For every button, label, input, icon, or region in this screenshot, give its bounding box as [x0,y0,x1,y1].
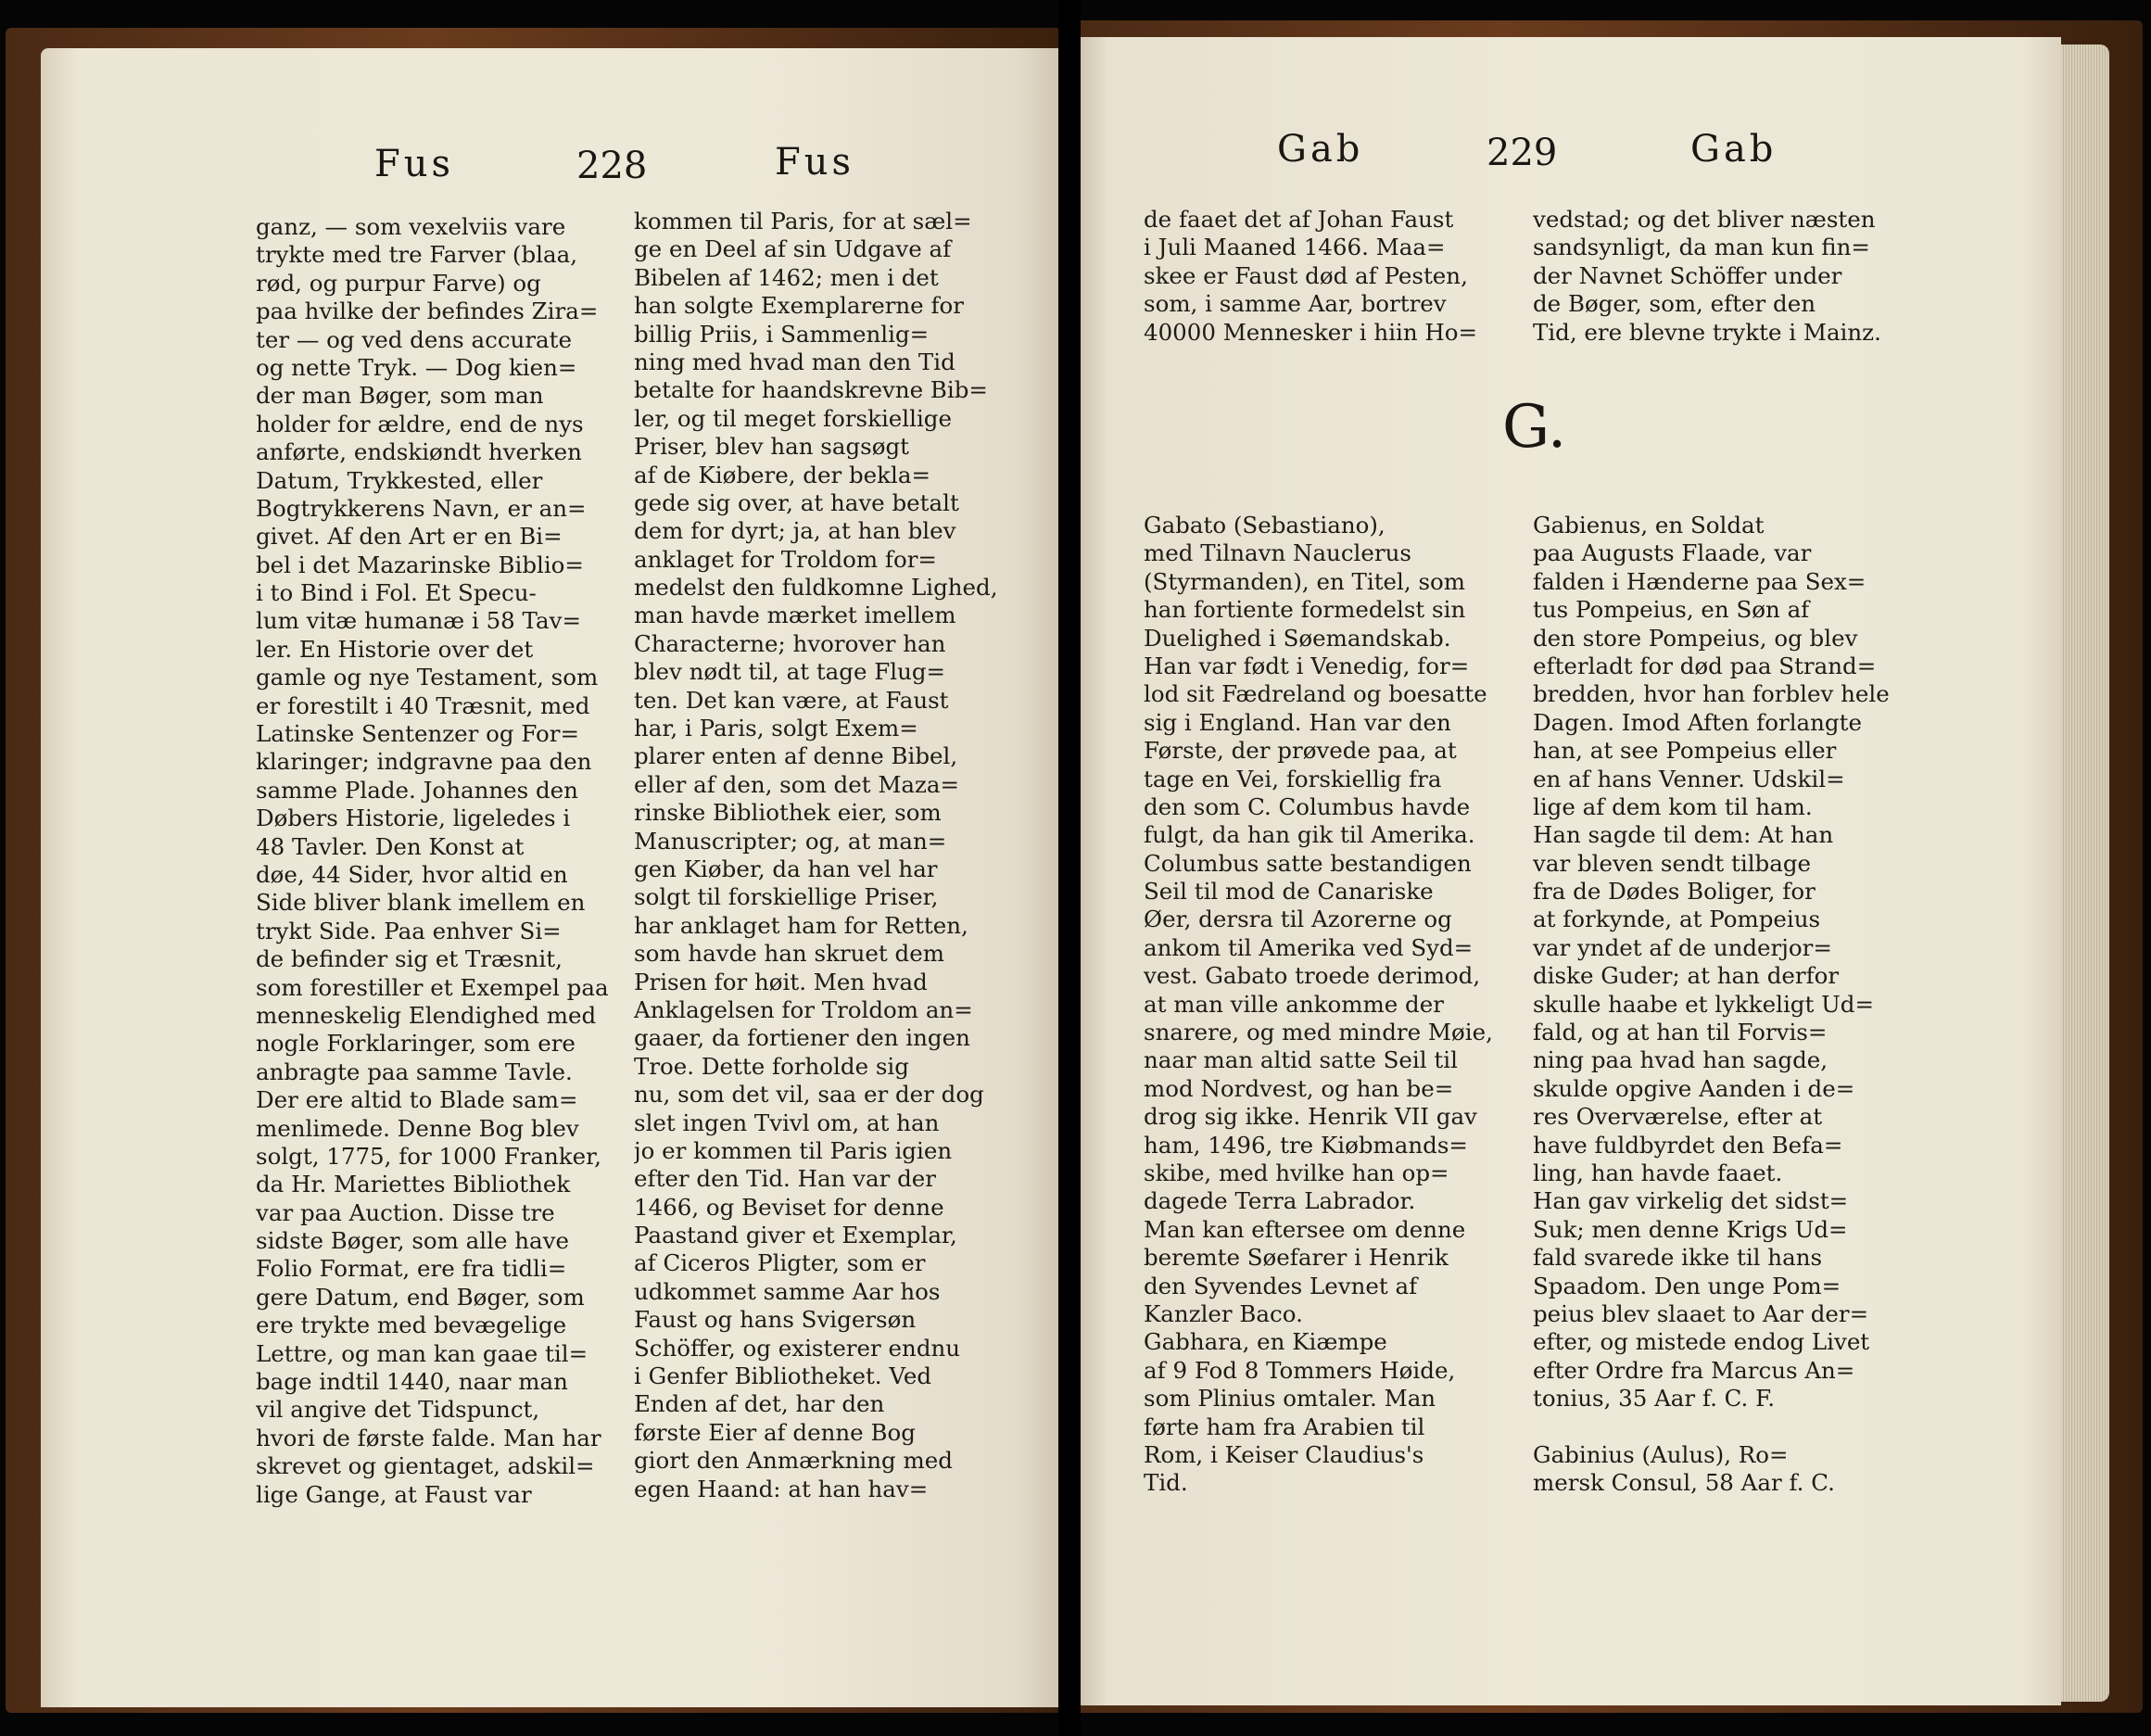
text-line: at man ville ankomme der [1144,990,1444,1018]
text-line: klaringer; indgravne paa den [256,748,592,776]
text-line: han, at see Pompeius eller [1533,737,1837,765]
text-line: Datum, Trykkested, eller [256,466,543,494]
text-line: Kanzler Baco. [1144,1299,1303,1327]
text-line: Side bliver blank imellem en [256,889,586,917]
text-line: ler, og til meget forskiellige [634,404,952,432]
right-column-2-top [1533,206,1927,354]
text-line: medelst den fuldkomne Lighed, [634,574,998,602]
text-line: skee er Faust død af Pesten, [1144,261,1468,289]
text-line: bel i det Mazarinske Biblio= [256,551,584,578]
text-line: mersk Consul, 58 Aar f. C. [1533,1469,1835,1497]
text-line: af 9 Fod 8 Tommers Høide, [1144,1356,1456,1384]
text-line: fulgt, da han gik til Amerika. [1144,821,1475,849]
left-header-right: Fus [775,141,855,184]
text-line: Tid. [1144,1469,1188,1497]
text-line: paa Augusts Flaade, var [1533,539,1812,567]
text-line: vest. Gabato troede derimod, [1144,962,1481,990]
text-line: er forestilt i 40 Træsnit, med [256,691,590,719]
text-line: han fortiente formedelst sin [1144,596,1466,624]
text-line: de Bøger, som, efter den [1533,290,1816,318]
text-line: sig i England. Han var den [1144,708,1451,736]
text-line: Gabhara, en Kiæmpe [1144,1328,1387,1356]
text-line: tage en Vei, forskiellig fra [1144,765,1442,792]
text-line: anklaget for Troldom for= [634,545,937,573]
text-line: har, i Paris, solgt Exem= [634,715,918,742]
text-line: 48 Tavler. Den Konst at [256,832,525,860]
left-column-2 [634,208,1040,1542]
text-line: skulde opgive Aanden i de= [1533,1074,1855,1102]
text-line: paa hvilke der befindes Zira= [256,298,599,325]
text-line: førte ham fra Arabien til [1144,1413,1425,1440]
text-line: drog sig ikke. Henrik VII gav [1144,1103,1477,1131]
left-header-left: Fus [374,143,455,185]
text-line: Døbers Historie, ligeledes i [256,805,571,832]
text-line: trykt Side. Paa enhver Si= [256,917,562,944]
text-line: Tid, ere blevne trykte i Mainz. [1533,318,1881,346]
text-line: den Syvendes Levnet af [1144,1272,1418,1299]
text-line: Faust og hans Svigersøn [634,1306,917,1334]
text-line: billig Priis, i Sammenlig= [634,320,930,348]
right-page-number: 229 [1487,132,1558,174]
text-line: og nette Tryk. — Dog kien= [256,353,577,381]
text-line: lige Gange, at Faust var [256,1480,532,1508]
text-line: res Overværelse, efter at [1533,1103,1823,1131]
text-line: solgt, 1775, for 1000 Franker, [256,1142,601,1170]
text-line: gede sig over, at have betalt [634,488,959,516]
text-line: efter Ordre fra Marcus An= [1533,1356,1855,1384]
text-line: solgt til forskiellige Priser, [634,883,939,911]
text-line: gen Kiøber, da han vel har [634,855,938,882]
text-line: efterladt for død paa Strand= [1533,652,1877,679]
text-line: ning paa hvad han sagde, [1533,1046,1828,1074]
text-line: Seil til mod de Canariske [1144,878,1434,906]
text-line: tonius, 35 Aar f. C. F. [1533,1385,1776,1413]
text-line: gamle og nye Testament, som [256,664,599,691]
text-line: nogle Forklaringer, som ere [256,1030,576,1058]
text-line: kommen til Paris, for at sæl= [634,208,972,234]
text-line: vil angive det Tidspunct, [256,1396,540,1424]
text-line: har anklaget ham for Retten, [634,911,968,939]
text-line: menlimede. Denne Bog blev [256,1114,579,1142]
text-line: sandsynligt, da man kun fin= [1533,234,1870,261]
text-line: da Hr. Mariettes Bibliothek [256,1171,571,1198]
text-line: blev nødt til, at tage Flug= [634,658,946,686]
text-line: slet ingen Tvivl om, at han [634,1109,940,1136]
text-line: den som C. Columbus havde [1144,792,1471,820]
text-line: anbragte paa samme Tavle. [256,1058,573,1085]
text-line: Bibelen af 1462; men i det [634,263,939,291]
text-line: gere Datum, end Bøger, som [256,1283,585,1311]
text-line: en af hans Venner. Udskil= [1533,765,1845,792]
text-line: falden i Hænderne paa Sex= [1533,567,1866,595]
text-line: Spaadom. Den unge Pom= [1533,1272,1841,1299]
text-line: ning med hvad man den Tid [634,348,955,375]
text-line: han solgte Exemplarerne for [634,292,965,320]
section-letter: G. [1502,393,1567,462]
text-line: af Ciceros Pligter, som er [634,1249,926,1277]
text-line: (Styrmanden), en Titel, som [1144,567,1466,595]
text-line: Schöffer, og existerer endnu [634,1334,961,1362]
right-column-1-bottom [1144,512,1524,1531]
text-line: Han var født i Venedig, for= [1144,652,1470,679]
text-line: Columbus satte bestandigen [1144,849,1472,877]
text-line: skibe, med hvilke han op= [1144,1159,1449,1186]
text-line: rød, og purpur Farve) og [256,269,541,297]
text-line: Priser, blev han sagsøgt [634,433,910,461]
text-line: i to Bind i Fol. Et Specu- [256,579,537,607]
text-line: skulle haabe et lykkeligt Ud= [1533,990,1874,1018]
right-column-1-top [1144,206,1524,354]
text-line: ere trykte med bevægelige [256,1312,567,1339]
page-edges [2061,44,2109,1702]
text-line: giort den Anmærkning med [634,1447,953,1475]
text-line: ganz, — som vexelviis vare [256,213,566,240]
text-line: den store Pompeius, og blev [1533,624,1858,652]
text-line: plarer enten af denne Bibel, [634,742,958,770]
text-line: lod sit Fædreland og boesatte [1144,680,1487,708]
text-line: Rom, i Keiser Claudius's [1144,1440,1424,1468]
text-line: ten. Det kan være, at Faust [634,686,949,714]
text-line: hvori de første falde. Man har [256,1424,601,1451]
text-line: ler. En Historie over det [256,635,534,663]
text-line: første Eier af denne Bog [634,1418,916,1446]
text-line: lige af dem kom til ham. [1533,792,1813,820]
text-line: Lettre, og man kan gaae til= [256,1339,588,1367]
text-line: nu, som det vil, saa er der dog [634,1081,984,1109]
text-line: var bleven sendt tilbage [1533,849,1812,877]
text-line: mod Nordvest, og han be= [1144,1074,1454,1102]
text-line: menneskelig Elendighed med [256,1001,597,1029]
text-line: sidste Bøger, som alle have [256,1227,569,1255]
text-line: Enden af det, har den [634,1390,885,1418]
text-line: peius blev slaaet to Aar der= [1533,1299,1869,1327]
right-header-right: Gab [1690,128,1778,171]
text-line: som Plinius omtaler. Man [1144,1385,1436,1413]
text-line: af de Kiøbere, der bekla= [634,461,930,488]
text-line: Prisen for høit. Men hvad [634,968,928,995]
text-line: dem for dyrt; ja, at han blev [634,517,956,545]
text-line: de befinder sig et Træsnit, [256,945,563,973]
text-line: ter — og ved dens accurate [256,325,572,353]
text-line: Folio Format, ere fra tidli= [256,1255,567,1283]
text-line: holder for ældre, end de nys [256,410,584,437]
text-line: jo er kommen til Paris igien [634,1136,953,1164]
text-line: lum vitæ humanæ i 58 Tav= [256,607,581,635]
text-line: som, i samme Aar, bortrev [1144,290,1447,318]
text-line: Han sagde til dem: At han [1533,821,1834,849]
left-page [41,48,1058,1707]
text-line: givet. Af den Art er en Bi= [256,523,563,551]
right-column-2-bottom [1533,512,1927,1531]
text-line: ge en Deel af sin Udgave af [634,235,952,263]
text-line: Første, der prøvede paa, at [1144,737,1457,765]
text-line: Gabato (Sebastiano), [1144,512,1385,539]
text-line: skrevet og gientaget, adskil= [256,1452,595,1480]
text-line: de faaet det af Johan Faust [1144,206,1454,233]
text-line: der Navnet Schöffer under [1533,261,1842,289]
text-line: fald, og at han til Forvis= [1533,1019,1828,1046]
text-line: var paa Auction. Disse tre [256,1198,555,1226]
text-line: Gabienus, en Soldat [1533,512,1765,539]
text-line: ankom til Amerika ved Syd= [1144,933,1474,961]
right-header-left: Gab [1277,128,1364,171]
text-line: man havde mærket imellem [634,602,956,629]
text-line: som havde han skruet dem [634,940,944,968]
text-line: fald svarede ikke til hans [1533,1244,1823,1272]
text-line: betalte for haandskrevne Bib= [634,376,988,404]
text-line: beremte Søefarer i Henrik [1144,1244,1449,1272]
left-column-1 [256,213,656,1548]
text-line: egen Haand: at han hav= [634,1475,929,1502]
text-line [1533,1413,1927,1441]
text-line: snarere, og med mindre Møie, [1144,1019,1493,1046]
text-line: som forestiller et Exempel paa [256,973,609,1001]
text-line: bredden, hvor han forblev hele [1533,680,1890,708]
text-line: Han gav virkelig det sidst= [1533,1187,1849,1215]
text-line: Duelighed i Søemandskab. [1144,624,1451,652]
text-line: diske Guder; at han derfor [1533,962,1840,990]
text-line: dagede Terra Labrador. [1144,1187,1416,1215]
text-line: ling, han havde faaet. [1533,1159,1783,1186]
text-line: Bogtrykkerens Navn, er an= [256,494,587,522]
text-line: Paastand giver et Exemplar, [634,1222,957,1249]
text-line: eller af den, som det Maza= [634,770,960,798]
text-line: Suk; men denne Krigs Ud= [1533,1215,1848,1243]
text-line: fra de Dødes Boliger, for [1533,878,1816,906]
text-line: efter, og mistede endog Livet [1533,1328,1870,1356]
text-line: gaaer, da fortiener den ingen [634,1024,970,1052]
text-line: Characterne; hvorover han [634,629,946,657]
gutter [1058,0,1081,1736]
text-line: Troe. Dette forholde sig [634,1052,909,1080]
text-line: 40000 Mennesker i hiin Ho= [1144,318,1478,346]
text-line: Gabinius (Aulus), Ro= [1533,1440,1789,1468]
text-line: med Tilnavn Nauclerus [1144,539,1411,567]
text-line: anførte, endskiøndt hverken [256,438,582,466]
text-line: at forkynde, at Pompeius [1533,906,1821,933]
text-line: Anklagelsen for Troldom an= [634,995,973,1023]
text-line: have fuldbyrdet den Befa= [1533,1131,1843,1159]
text-line: døe, 44 Sider, hvor altid en [256,860,568,888]
text-line: i Genfer Bibliotheket. Ved [634,1362,932,1390]
text-line: bage indtil 1440, naar man [256,1368,568,1396]
text-line: Manuscripter; og, at man= [634,827,947,855]
text-line: samme Plade. Johannes den [256,776,578,804]
text-line: Man kan eftersee om denne [1144,1215,1466,1243]
left-page-number: 228 [576,145,648,187]
text-line: Der ere altid to Blade sam= [256,1086,578,1114]
text-line: Dagen. Imod Aften forlangte [1533,708,1862,736]
text-line: var yndet af de underjor= [1533,933,1832,961]
text-line: tus Pompeius, en Søn af [1533,596,1810,624]
text-line: i Juli Maaned 1466. Maa= [1144,234,1446,261]
text-line: naar man altid satte Seil til [1144,1046,1458,1074]
text-line: 1466, og Beviset for denne [634,1193,944,1221]
text-line: vedstad; og det bliver næsten [1533,206,1876,233]
text-line: ham, 1496, tre Kiøbmands= [1144,1131,1468,1159]
text-line: efter den Tid. Han var der [634,1165,936,1193]
text-line: udkommet samme Aar hos [634,1277,941,1305]
text-line: trykte med tre Farver (blaa, [256,241,577,269]
text-line: Latinske Sentenzer og For= [256,720,580,748]
text-line: Øer, dersra til Azorerne og [1144,906,1452,933]
text-line: rinske Bibliothek eier, som [634,799,942,827]
text-line: der man Bøger, som man [256,382,544,410]
right-page [1081,37,2061,1705]
